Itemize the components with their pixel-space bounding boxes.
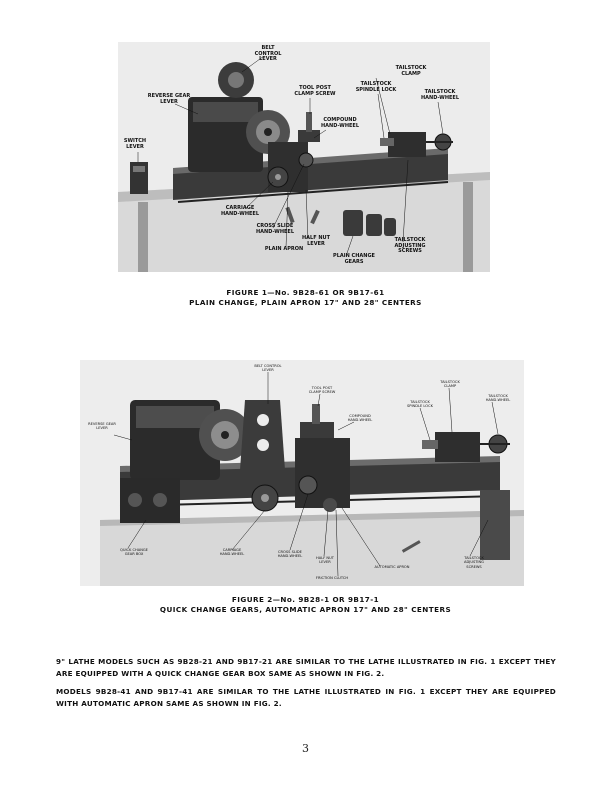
- callout-quick-change-gear-box: QUICK CHANGE GEAR BOX: [120, 548, 148, 557]
- callout-reverse-gear-lever: REVERSE GEAR LEVER: [88, 422, 116, 431]
- callout-belt-control-lever: BELT CONTROL LEVER: [254, 364, 282, 373]
- callout-cross-slide-hand-wheel: CROSS SLIDE HAND-WHEEL: [277, 550, 303, 559]
- figure-1-caption-subtitle: PLAIN CHANGE, PLAIN APRON 17" AND 28" CENTERS: [189, 298, 422, 307]
- callout-tailstock-spindle-lock: TAILSTOCK SPINDLE LOCK: [407, 400, 433, 409]
- callout-carriage-hand-wheel: CARRIAGE HAND-WHEEL: [219, 548, 245, 557]
- callout-friction-clutch: FRICTION CLUTCH: [315, 576, 349, 580]
- callout-tailstock-hand-wheel: TAILSTOCK HAND-WHEEL: [485, 394, 511, 403]
- callout-switch-lever: SWITCH LEVER: [123, 138, 147, 150]
- callout-tailstock-hand-wheel: TAILSTOCK HAND-WHEEL: [420, 89, 460, 101]
- callout-automatic-apron: AUTOMATIC APRON: [374, 565, 410, 569]
- callout-belt-control-lever: BELT CONTROL LEVER: [254, 45, 282, 63]
- callout-half-nut-lever: HALF NUT LEVER: [301, 235, 331, 247]
- note-paragraph-automatic-apron-models: MODELS 9B28-41 AND 9B17-41 ARE SIMILAR TO THE LATHE ILLUSTRATED IN FIG. 1 EXCEPT THEY ARE EQUIPPED WITH AUTOMATIC APRON SAME AS SHOWN IN FIG. 2.: [56, 687, 556, 708]
- callout-tailstock-clamp: TAILSTOCK CLAMP: [440, 380, 460, 389]
- note-paragraph-quick-change-models: 9" LATHE MODELS SUCH AS 9B28-21 AND 9B17-21 ARE SIMILAR TO THE LATHE ILLUSTRATED IN FIG. 1 EXCEPT THEY ARE EQUIPPED WITH A QUICK CHANGE GEAR BOX SAME AS SHOWN IN FIG. 2.: [56, 657, 556, 678]
- figure-2-photo: [80, 360, 524, 586]
- callout-cross-slide-hand-wheel: CROSS SLIDE HAND-WHEEL: [255, 223, 295, 235]
- callout-carriage-hand-wheel: CARRIAGE HAND-WHEEL: [220, 205, 260, 217]
- callout-tailstock-spindle-lock: TAILSTOCK SPINDLE LOCK: [355, 81, 397, 93]
- callout-half-nut-lever: HALF NUT LEVER: [316, 556, 334, 565]
- callout-tailstock-clamp: TAILSTOCK CLAMP: [395, 65, 427, 77]
- callout-tailstock-adjusting-screws: TAILSTOCK ADJUSTING SCREWS: [394, 237, 426, 255]
- callout-reverse-gear-lever: REVERSE GEAR LEVER: [147, 93, 191, 105]
- callout-compound-hand-wheel: COMPOUND HAND-WHEEL: [347, 414, 373, 423]
- callout-compound-hand-wheel: COMPOUND HAND-WHEEL: [320, 117, 360, 129]
- callout-tool-post-clamp-screw: TOOL POST CLAMP SCREW: [308, 386, 336, 395]
- figure-2-caption-subtitle: QUICK CHANGE GEARS, AUTOMATIC APRON 17" AND 28" CENTERS: [159, 605, 452, 614]
- figure-1-photo: [118, 42, 490, 272]
- figure-1-caption-title: FIGURE 1—No. 9B28-61 OR 9B17-61: [226, 288, 385, 297]
- figure-2-caption-title: FIGURE 2—No. 9B28-1 OR 9B17-1: [231, 595, 380, 604]
- callout-plain-change-gears: PLAIN CHANGE GEARS: [333, 253, 375, 265]
- callout-plain-apron: PLAIN APRON: [264, 246, 304, 252]
- callout-tool-post-clamp-screw: TOOL POST CLAMP SCREW: [294, 85, 336, 97]
- callout-tailstock-adjusting-screws: TAILSTOCK ADJUSTING SCREWS: [464, 556, 484, 569]
- page-number: 3: [302, 742, 309, 755]
